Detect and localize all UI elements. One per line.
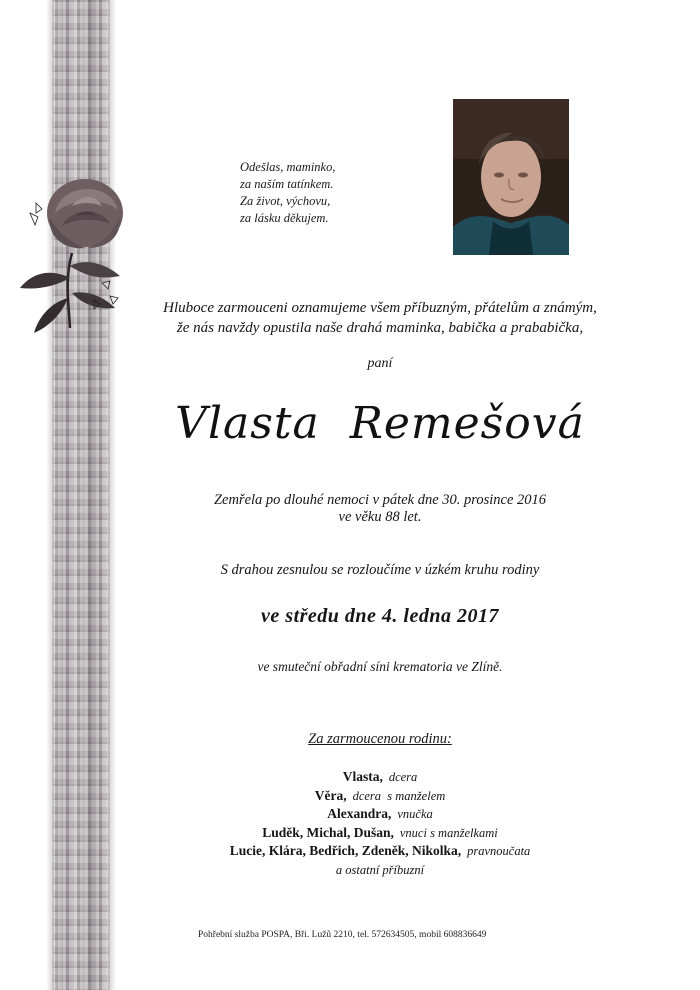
- death-details: [120, 492, 640, 526]
- member-names: Luděk, Michal, Dušan,: [262, 824, 394, 840]
- member-relation: a ostatní příbuzní: [335, 862, 425, 877]
- farewell-text: S drahou zesnulou se rozloučíme v úzkém kruhu rodiny: [220, 562, 540, 578]
- family-member: [120, 842, 640, 861]
- death-line: ve věku 88 let.: [338, 509, 422, 525]
- poem-line: za naším tatínkem.: [240, 177, 334, 191]
- family-member: [120, 824, 640, 843]
- honorific: paní: [367, 356, 393, 371]
- member-relation: dcera: [388, 770, 418, 784]
- member-relation: vnuci s manželkami: [399, 825, 498, 840]
- family-member: [120, 861, 640, 880]
- announcement-text: [120, 298, 640, 338]
- announcement-line: Hluboce zarmouceni oznamujeme všem příbuzným, přátelům a známým,: [163, 300, 597, 316]
- member-names: Lucie, Klára, Bedřich, Zdeněk, Nikolka,: [229, 843, 462, 858]
- deceased-name: Vlasta Remešová: [175, 398, 585, 449]
- member-names: Věra,: [314, 787, 347, 803]
- family-member: [120, 787, 640, 806]
- family-member: [120, 768, 640, 787]
- portrait-photo: [453, 99, 569, 255]
- ceremony-place: ve smuteční obřadní síni krematoria ve Zlíně.: [257, 659, 503, 674]
- decorative-strip: [52, 0, 110, 990]
- family-member: [120, 805, 640, 824]
- family-list: [120, 768, 640, 879]
- member-relation: dcera s manželem: [352, 788, 446, 803]
- memorial-poem: [240, 159, 400, 227]
- poem-line: za lásku děkujem.: [240, 211, 329, 225]
- funeral-service-footer: Pohřební služba POSPA, Bři. Lužů 2210, tel. 572634505, mobil 608836649: [198, 930, 487, 940]
- poem-line: Odešlas, maminko,: [240, 160, 336, 174]
- member-names: Vlasta,: [342, 769, 383, 784]
- announcement-line: že nás navždy opustila naše drahá maminka, babička a prababička,: [176, 320, 584, 336]
- member-relation: pravnoučata: [467, 844, 531, 858]
- member-names: Alexandra,: [327, 806, 392, 821]
- family-heading: Za zarmoucenou rodinu:: [308, 731, 452, 747]
- ceremony-date: ve středu dne 4. ledna 2017: [261, 605, 499, 627]
- poem-line: Za život, výchovu,: [240, 194, 331, 208]
- member-relation: vnučka: [397, 807, 433, 821]
- death-line: Zemřela po dlouhé nemoci v pátek dne 30. prosince 2016: [213, 492, 547, 508]
